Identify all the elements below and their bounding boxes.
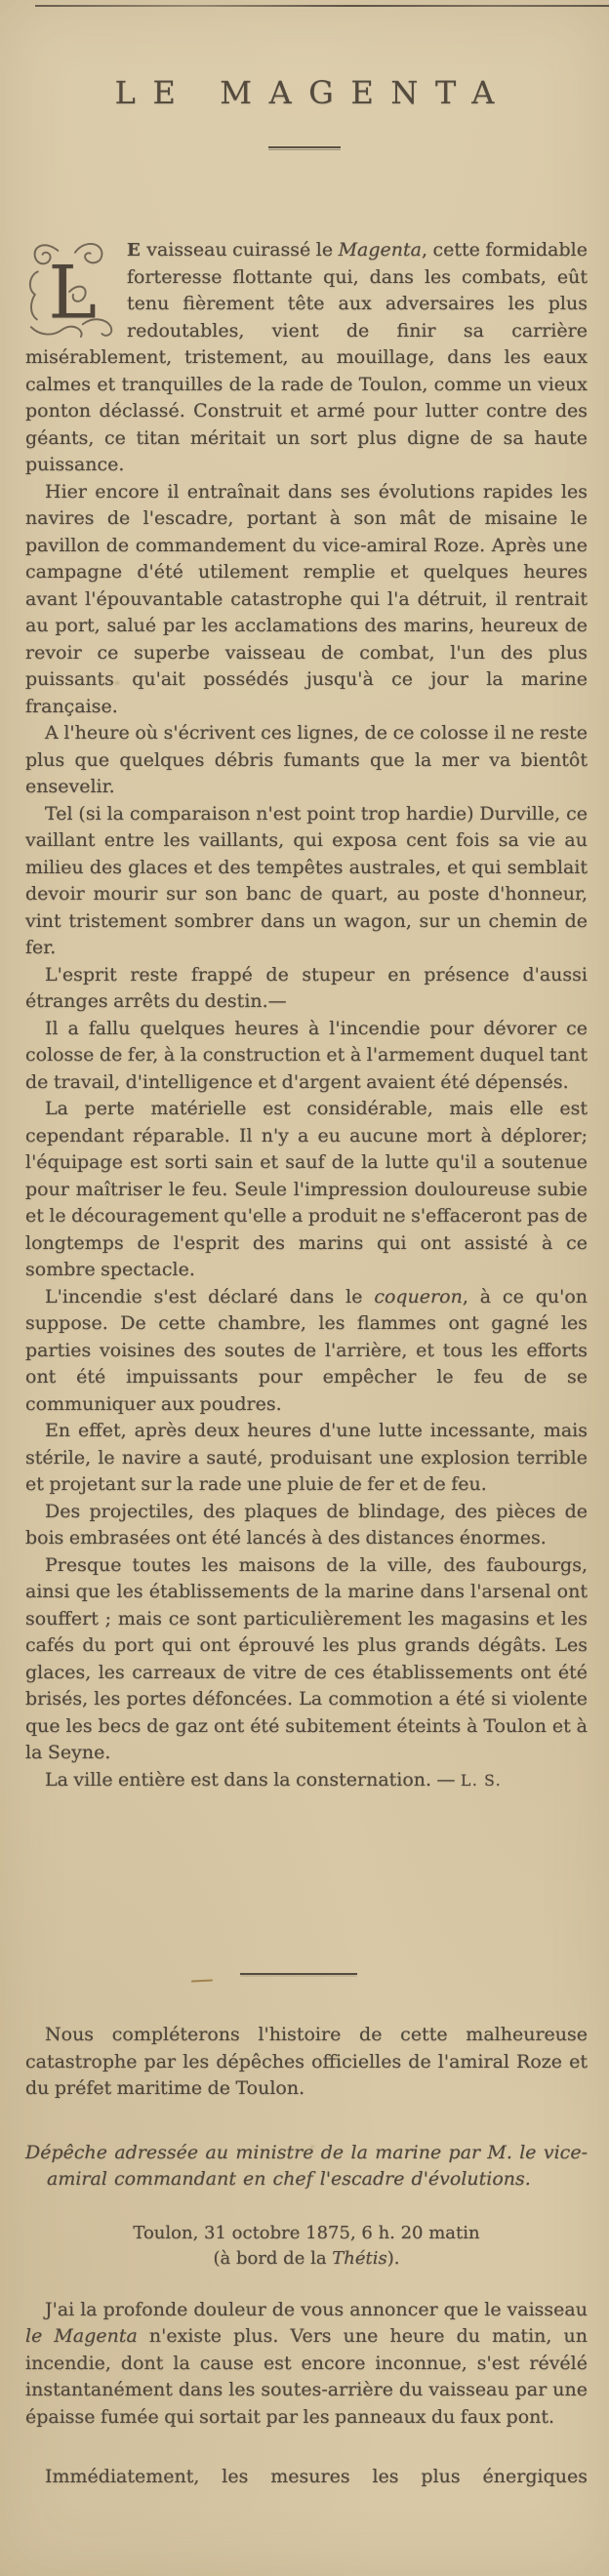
dispatch-paragraph: J'ai la profonde douleur de vous annoncer que le vaisseau le Magenta n'existe plus. Vers une heure du matin, un incendie, dont la cause est encore inconnue, s'est révélé instantanément dans les soutes-arrière du vaisseau par une épaisse fumée qui sortait par les panneaux du faux pont. (25, 2298, 588, 2428)
dateline (25, 2221, 588, 2272)
svg-text:L: L (48, 250, 97, 336)
dispatch-heading: Dépêche adressée au ministre de la marine par M. le vice-amiral commandant en chef l'escadre d'évolutions. (25, 2141, 588, 2190)
paragraph-text: vaisseau cuirassé le Magenta, cette formidable forteresse flottante qui, dans les combats, eût tenu fièrement tête aux adversaires les plus redoutables, vient de finir sa carrière misérablement, tristement, au mouillage, dans les eaux calmes et tranquilles de la rade de Toulon, comme un vieux ponton déclassé. Construit et armé pour lutter contre des géants, ce titan méritait un sort plus digne de sa haute puissance. (25, 239, 588, 475)
stray-ink-mark (191, 1979, 213, 1982)
signoff-line (25, 1767, 588, 1795)
dropcap-letter-l (25, 239, 121, 339)
article-paragraph: Il a fallu quelques heures à l'incendie pour dévorer ce colosse de fer, à la construction et à l'armement duquel tant de travail, d'intelligence et d'argent avaient été dépensés. (25, 1017, 588, 1093)
dateline-location: (à bord de la Thétis). (213, 2247, 400, 2269)
article-paragraph: Tel (si la comparaison n'est point trop hardie) Durville, ce vaillant entre les vaillants, qui exposa cent fois sa vie au milieu des glaces et des tempêtes australes, et qui semblait devoir mourir sur son banc de quart, au poste d'honneur, vint tristement sombrer dans un wagon, sur un chemin de fer. (25, 802, 588, 958)
dispatch-intro: Nous compléterons l'histoire de cette malheureuse catastrophe par les dépêches officielles de l'amiral Roze et du préfet maritime de Toulon. (25, 2024, 588, 2099)
article-paragraph: L'esprit reste frappé de stupeur en présence d'aussi étranges arrêts du destin.— (25, 963, 588, 1012)
page-top-rule (35, 5, 609, 7)
article-paragraph: En effet, après deux heures d'une lutte incessante, mais stérile, le navire a sauté, produisant une explosion terrible et projetant sur la rade une pluie de fer et de feu. (25, 1420, 588, 1495)
article-paragraph: Des projectiles, des plaques de blindage, des pièces de bois embrasées ont été lancés à des distances énormes. (25, 1500, 588, 1549)
lead-initial: E (127, 240, 142, 261)
article-paragraph: La perte matérielle est considérable, mais elle est cependant réparable. Il n'y a eu aucune mort à déplorer; l'équipage est sorti sain et sauf de la lutte qu'il a soutenue pour maîtriser le feu. Seule l'impression douloureuse subie et le découragement qu'elle a produit ne s'effaceront pas de longtemps de l'esprit des marins qui ont assisté à ce sombre spectacle. (25, 1098, 588, 1280)
section-divider (0, 1973, 609, 1985)
article-paragraph: L'incendie s'est déclaré dans le coqueron, à ce qu'on suppose. De cette chambre, les flammes ont gagné les parties voisines des soutes de l'arrière, et tous les efforts ont été impuissants pour empêcher le feu de se communiquer aux poudres. (25, 1285, 588, 1415)
article-body (25, 237, 588, 1794)
signoff-initials: L. S. (460, 1771, 503, 1790)
ornate-initial-icon (25, 239, 121, 339)
dispatch-paragraph: Immédiatement, les mesures les plus énergiques (45, 2466, 588, 2487)
article-paragraph: Hier encore il entraînait dans ses évolutions rapides les navires de l'escadre, portant à son mât de misaine le pavillon de commandement du vice-amiral Roze. Après une campagne d'été utilement remplie et quelques heures avant l'épouvantable catastrophe qui l'a détruit, il rentrait au port, salué par les acclamations des marins, heureux de revoir ce superbe vaisseau de combat, l'un des plus puissants qu'ait possédés jusqu'à ce jour la marine française. (25, 480, 588, 717)
article-paragraph: Presque toutes les maisons de la ville, des faubourgs, ainsi que les établissements de la marine dans l'arsenal ont souffert ; mais ce sont particulièrement les magasins et les cafés du port qui ont éprouvé les plus grands dégâts. Les glaces, les carreaux de vitre de ces établissements ont été brisés, les portes défoncées. La commotion a été si violente que les becs de gaz ont été subitement éteints à Toulon et à la Seyne. (25, 1553, 588, 1763)
article-paragraph: A l'heure où s'écrivent ces lignes, de ce colosse il ne reste plus que quelques débris fumants que la mer va bientôt ensevelir. (25, 722, 588, 797)
divider-line (240, 1973, 357, 1975)
dispatch-section (25, 2022, 588, 2491)
title-divider (268, 146, 341, 150)
article-paragraph (25, 237, 588, 479)
article-title: LE MAGENTA (114, 74, 511, 111)
dateline-place-time: Toulon, 31 octobre 1875, 6 h. 20 matin (133, 2222, 480, 2243)
signoff-text: La ville entière est dans la consternation. — (45, 1768, 461, 1791)
